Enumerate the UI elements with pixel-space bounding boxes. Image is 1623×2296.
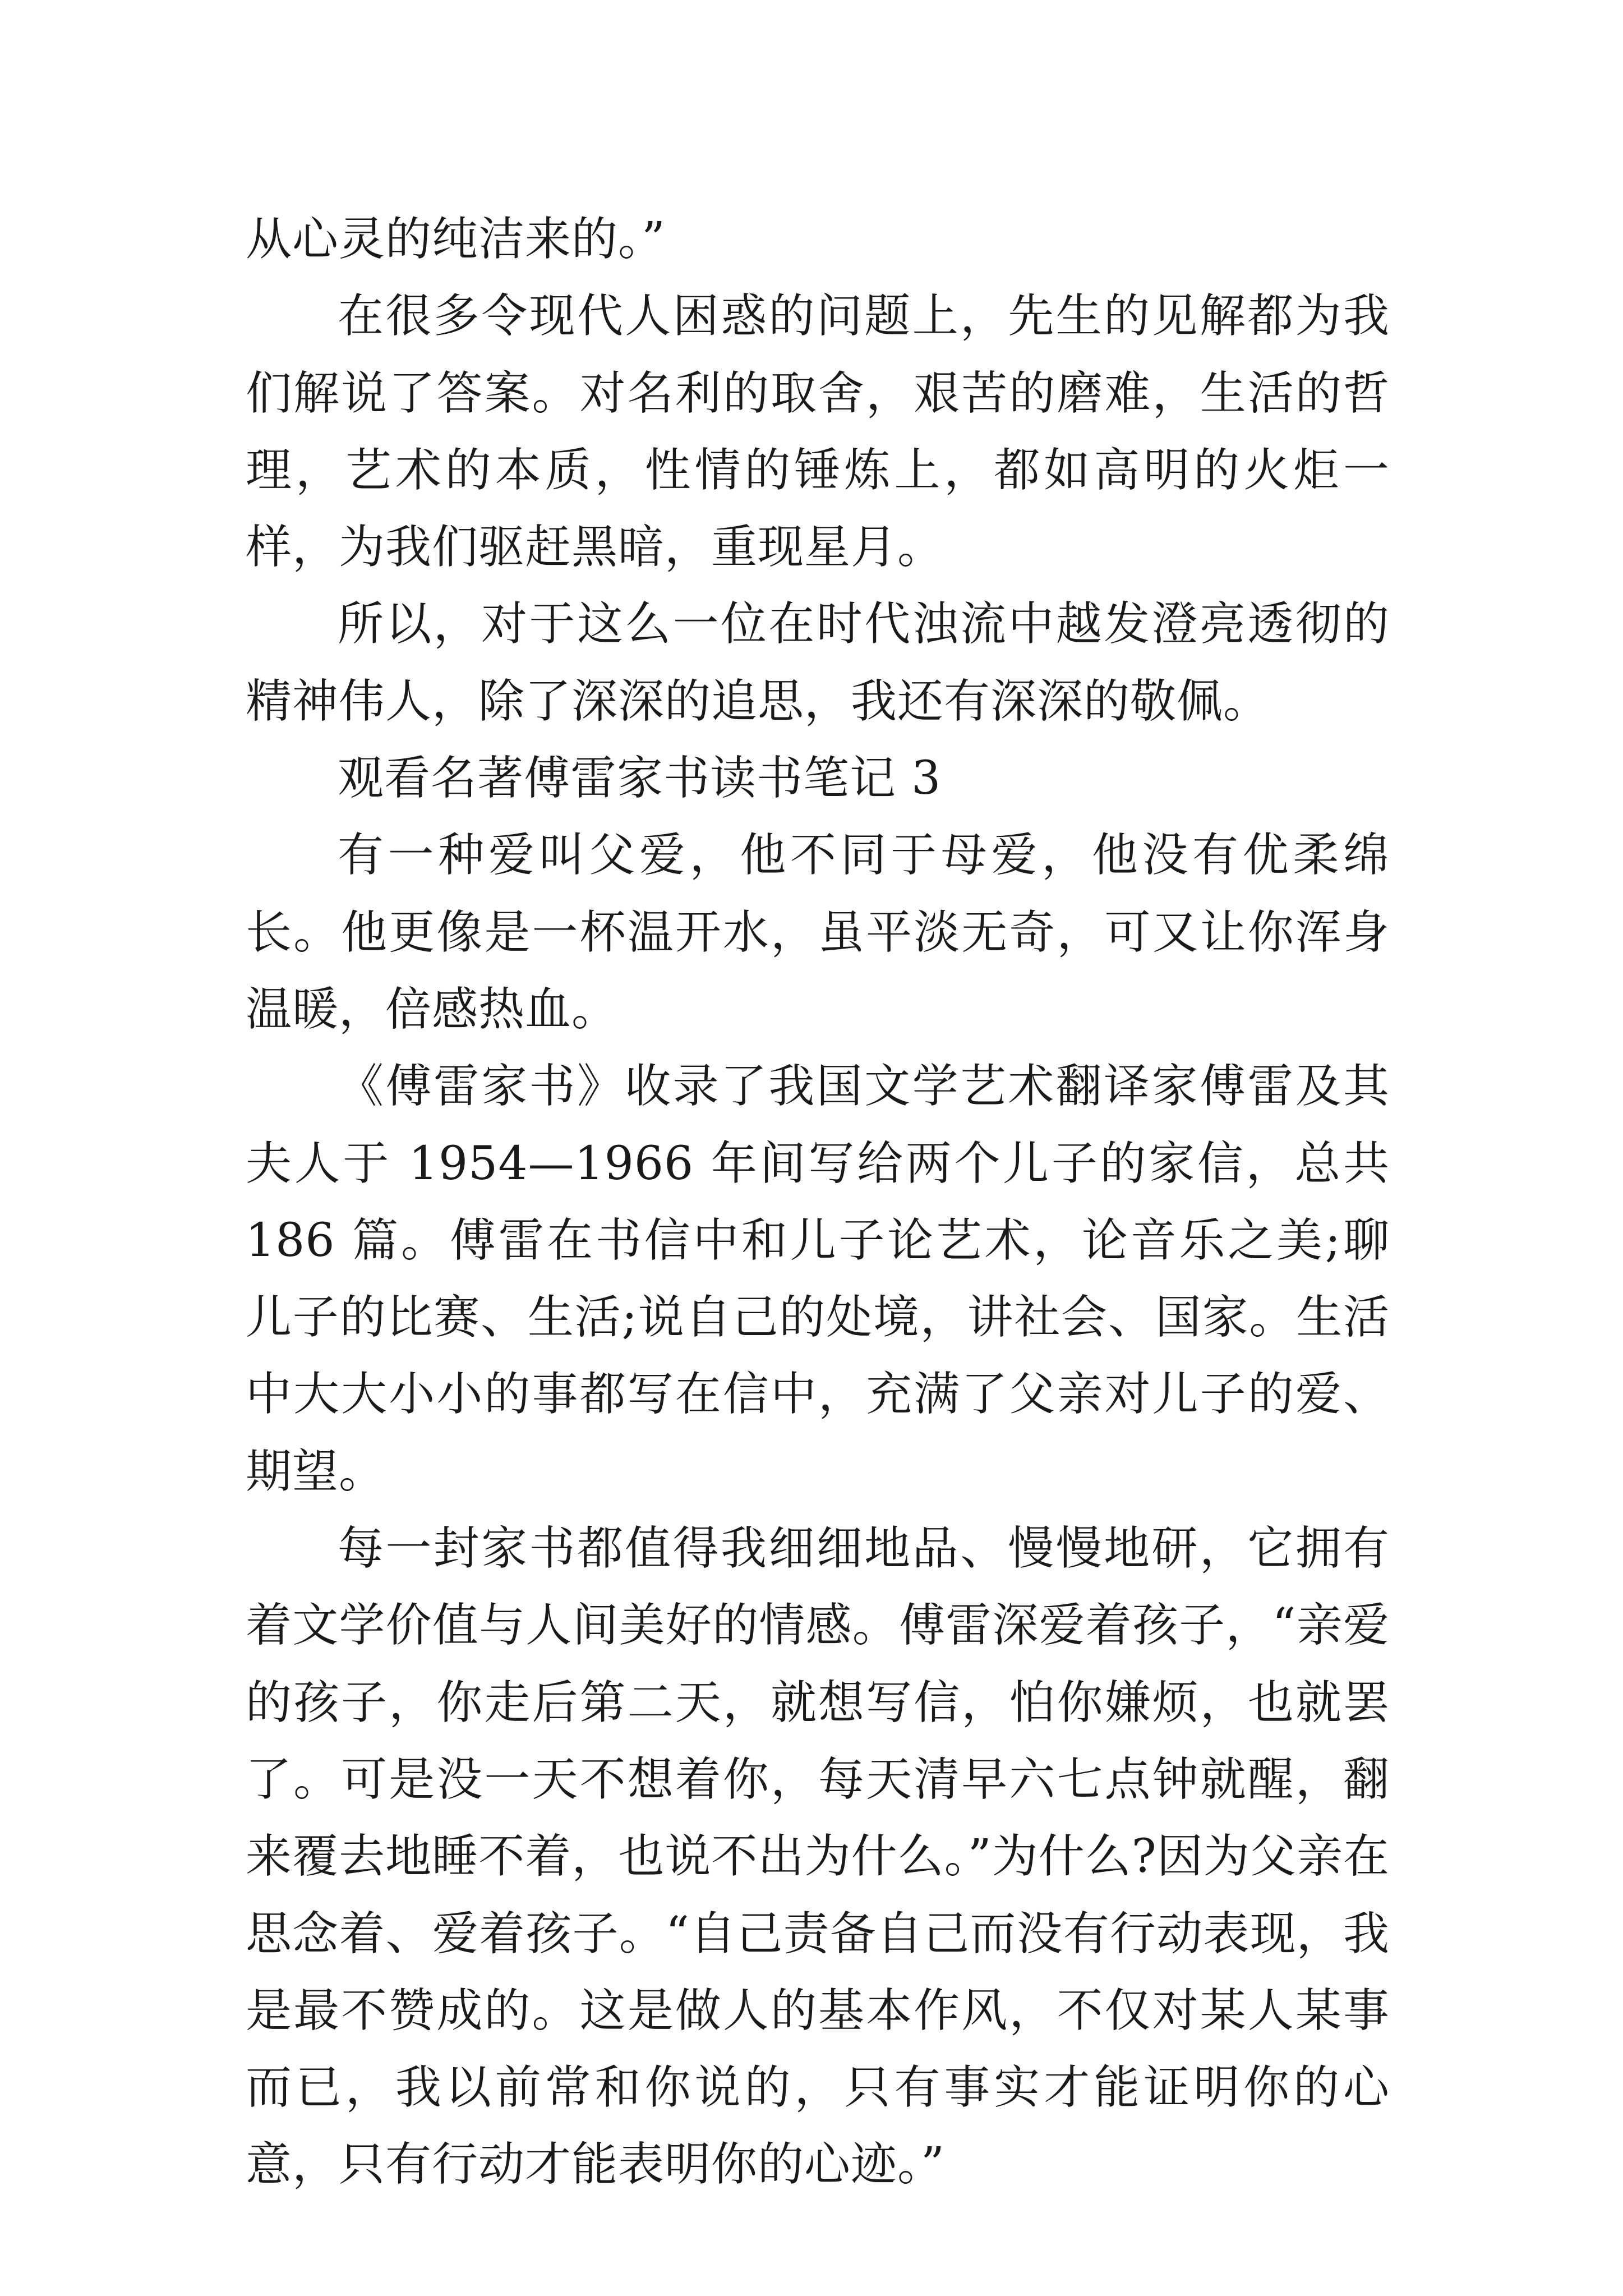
paragraph-letters-value: 每一封家书都值得我细细地品、慢慢地研，它拥有着文学价值与人间美好的情感。傅雷深爱着孩子，“亲爱的孩子，你走后第二天，就想写信，怕你嫌烦，也就罢了。可是没一天不想着你，每天清早六七点钟就醒，翻来覆去地睡不着，也说不出为什么。”为什么?因为父亲在思念着、爱着孩子。“自己责备自己而没有行动表现，我是最不赞成的。这是做人的基本作风，不仅对某人某事而已，我以前常和你说的，只有事实才能证明你的心意，只有行动才能表明你的心迹。” [246,1522,1390,2192]
document-body [246,201,1390,2203]
paragraph-fatherly-love: 有一种爱叫父爱，他不同于母爱，他没有优柔绵长。他更像是一杯温开水，虽平淡无奇，可又让你浑身温暖，倍感热血。 [246,829,1390,1036]
paragraph-book-intro: 《傅雷家书》收录了我国文学艺术翻译家傅雷及其夫人于 1954—1966 年间写给两个儿子的家信，总共 186 篇。傅雷在书信中和儿子论艺术，论音乐之美;聊儿子的比赛、生活;说自己的处境，讲社会、国家。生活中大大小小的事都写在信中，充满了父亲对儿子的爱、期望。 [246,1060,1390,1498]
paragraph-answers: 在很多令现代人困惑的问题上，先生的见解都为我们解说了答案。对名利的取舍，艰苦的磨难，生活的哲理，艺术的本质，性情的锤炼上，都如高明的火炬一样，为我们驱赶黑暗，重现星月。 [246,289,1390,574]
paragraph-admiration: 所以，对于这么一位在时代浊流中越发澄亮透彻的精神伟人，除了深深的追思，我还有深深的敬佩。 [246,597,1390,728]
section-heading: 观看名著傅雷家书读书笔记 3 [338,752,942,806]
paragraph-continuation: 从心灵的纯洁来的。” [246,213,666,266]
